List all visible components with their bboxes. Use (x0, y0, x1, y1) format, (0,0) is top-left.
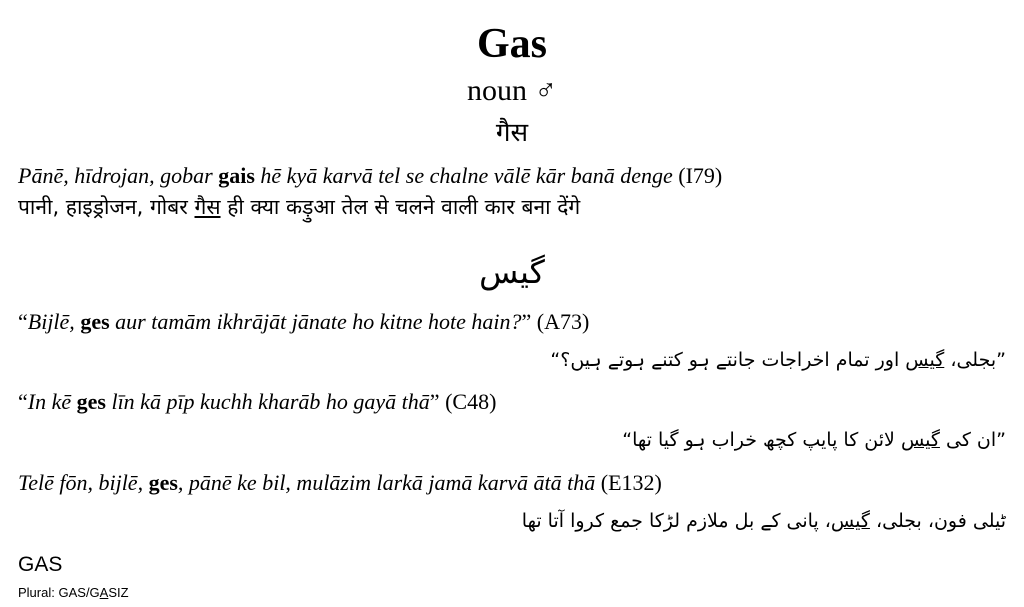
urdu-text: ”بجلی، (944, 349, 1006, 371)
source-reference: (E132) (595, 470, 662, 495)
headword: Gas (476, 21, 547, 67)
source-reference: (A73) (531, 309, 590, 334)
plural-underlined-letter: A (99, 585, 109, 600)
lemma-code: GAS (18, 553, 63, 576)
example-1-hindi (18, 192, 580, 222)
urdu-text: لائن کا پایپ کچھ خراب ہو گیا تھا“ (622, 429, 901, 451)
urdu-text: ”ان کی (939, 429, 1006, 451)
source-reference: (C48) (439, 389, 497, 414)
close-quote: ” (521, 309, 532, 334)
translit-text: aur tamām ikhrājāt jānate ho kitne hote hain? (109, 309, 522, 334)
keyword: ges (148, 470, 178, 495)
translit-text: hē kyā karvā tel se chalne vālē kār banā denge (254, 163, 673, 188)
hindi-text: ही क्या कड़ुआ तेल से चलने वाली कार बना देंगे (220, 195, 581, 219)
close-quote: ” (429, 389, 440, 414)
example-3-transliteration (18, 388, 496, 416)
male-gender-icon: ♂ (534, 74, 557, 107)
example-2-urdu (550, 345, 1006, 375)
underlined-keyword: گیس (905, 349, 945, 371)
underlined-keyword: गैस (194, 195, 221, 219)
plural-value: SIZ (108, 585, 129, 600)
open-quote: “ (18, 309, 28, 334)
example-3-urdu (622, 425, 1006, 455)
urdu-text: ٹیلی فون، بجلی، (869, 510, 1006, 532)
keyword: gais (218, 163, 255, 188)
plural-forms (18, 584, 129, 602)
plural-value: GAS/G (58, 585, 100, 600)
translit-text: In kē (27, 389, 77, 414)
example-4-transliteration (18, 469, 662, 497)
translit-text: Telē fōn, bijlē, (18, 470, 149, 495)
example-1-transliteration (18, 162, 722, 190)
example-2-transliteration (18, 308, 589, 336)
example-4-urdu (522, 506, 1006, 536)
keyword: ges (76, 389, 106, 414)
translit-text: , pānē ke bil, mulāzim larkā jamā karvā ātā thā (177, 470, 596, 495)
underlined-keyword: گیس (830, 510, 870, 532)
underlined-keyword: گیس (900, 429, 940, 451)
translit-text: Bijlē, (27, 309, 81, 334)
source-reference: (I79) (672, 163, 723, 188)
pos-label: noun (467, 74, 527, 107)
part-of-speech (0, 72, 1024, 110)
translit-text: līn kā pīp kuchh kharāb ho gayā thā (105, 389, 430, 414)
hindi-headword: गैस (495, 118, 529, 148)
keyword: ges (80, 309, 110, 334)
translit-text: Pānē, hīdrojan, gobar (18, 163, 219, 188)
urdu-headword: گیس (479, 253, 545, 291)
plural-label: Plural: (18, 585, 55, 600)
hindi-text: पानी, हाइड्रोजन, गोबर (18, 195, 195, 219)
urdu-text: ، پانی کے بل ملازم لڑکا جمع کروا آتا تھا (521, 510, 831, 532)
open-quote: “ (18, 389, 28, 414)
urdu-text: اور تمام اخراجات جانتے ہو کتنے ہوتے ہیں؟“ (550, 349, 906, 371)
